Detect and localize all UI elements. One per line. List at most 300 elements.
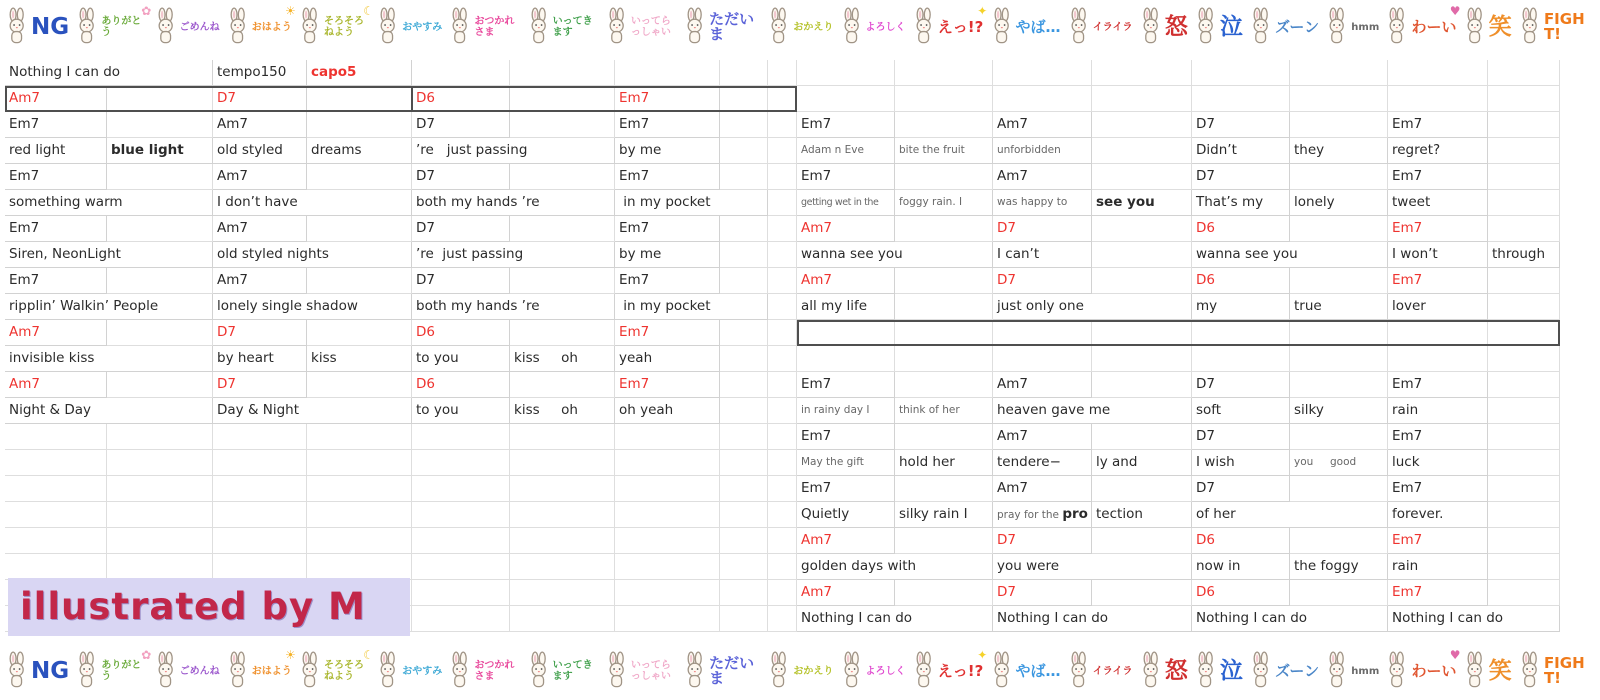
chord-cell[interactable]: Em7: [615, 86, 720, 112]
lyric-cell[interactable]: ’re just passing: [412, 138, 615, 164]
grid-cell[interactable]: [993, 346, 1092, 372]
grid-cell[interactable]: [768, 450, 797, 476]
grid-cell[interactable]: [510, 424, 615, 450]
lyric-cell[interactable]: kiss oh: [510, 346, 615, 372]
grid-cell[interactable]: [993, 60, 1092, 86]
chord-cell[interactable]: Am7: [797, 528, 895, 554]
grid-cell[interactable]: [895, 164, 993, 190]
grid-cell[interactable]: [1388, 60, 1488, 86]
chord-cell[interactable]: Em7: [1388, 112, 1488, 138]
grid-cell[interactable]: [5, 502, 107, 528]
grid-cell[interactable]: [107, 476, 213, 502]
grid-cell[interactable]: [768, 554, 797, 580]
grid-cell[interactable]: [307, 216, 412, 242]
grid-cell[interactable]: [412, 450, 510, 476]
grid-cell[interactable]: [615, 606, 720, 632]
chord-cell[interactable]: D7: [213, 86, 307, 112]
grid-cell[interactable]: [768, 606, 797, 632]
lyric-cell[interactable]: invisible kiss: [5, 346, 213, 372]
lyric-cell[interactable]: wanna see you: [797, 242, 993, 268]
lyric-cell[interactable]: tweet: [1388, 190, 1488, 216]
grid-cell[interactable]: [213, 450, 307, 476]
grid-cell[interactable]: [307, 554, 412, 580]
grid-cell[interactable]: [768, 190, 797, 216]
grid-cell[interactable]: [510, 580, 615, 606]
lyric-cell[interactable]: Nothing I can do: [1192, 606, 1388, 632]
lyric-cell[interactable]: through: [1488, 242, 1560, 268]
grid-cell[interactable]: [1488, 112, 1560, 138]
grid-cell[interactable]: [1488, 216, 1560, 242]
lyric-cell[interactable]: I can’t: [993, 242, 1092, 268]
grid-cell[interactable]: [307, 424, 412, 450]
grid-cell[interactable]: [1290, 424, 1388, 450]
grid-cell[interactable]: [412, 528, 510, 554]
grid-cell[interactable]: [1092, 476, 1192, 502]
lyric-cell[interactable]: tempo150: [213, 60, 307, 86]
grid-cell[interactable]: [797, 86, 895, 112]
grid-cell[interactable]: [895, 580, 993, 606]
grid-cell[interactable]: [307, 372, 412, 398]
grid-cell[interactable]: [1488, 294, 1560, 320]
lyric-cell[interactable]: May the gift: [797, 450, 895, 476]
grid-cell[interactable]: [1488, 450, 1560, 476]
lyric-cell[interactable]: wanna see you: [1192, 242, 1388, 268]
chord-cell[interactable]: Em7: [5, 112, 107, 138]
grid-cell[interactable]: [720, 606, 768, 632]
lyric-cell[interactable]: rain: [1388, 398, 1488, 424]
lyric-cell[interactable]: Nothing I can do: [797, 606, 993, 632]
grid-cell[interactable]: [720, 242, 768, 268]
grid-cell[interactable]: [615, 554, 720, 580]
grid-cell[interactable]: [412, 606, 510, 632]
grid-cell[interactable]: [107, 502, 213, 528]
lyric-cell[interactable]: Nothing I can do: [1388, 606, 1560, 632]
grid-cell[interactable]: [1488, 60, 1560, 86]
grid-cell[interactable]: [720, 216, 768, 242]
grid-cell[interactable]: [1192, 86, 1290, 112]
grid-cell[interactable]: [107, 528, 213, 554]
lyric-cell[interactable]: to you: [412, 346, 510, 372]
chord-cell[interactable]: Em7: [797, 112, 895, 138]
grid-cell[interactable]: [1092, 424, 1192, 450]
grid-cell[interactable]: [615, 528, 720, 554]
lyric-cell[interactable]: golden days with: [797, 554, 993, 580]
lyric-cell[interactable]: oh yeah: [615, 398, 720, 424]
grid-cell[interactable]: [213, 502, 307, 528]
chord-cell[interactable]: D7: [993, 528, 1092, 554]
grid-cell[interactable]: [1488, 502, 1560, 528]
chord-cell[interactable]: Am7: [797, 268, 895, 294]
grid-cell[interactable]: [895, 112, 993, 138]
grid-cell[interactable]: [412, 502, 510, 528]
grid-cell[interactable]: [1488, 580, 1560, 606]
lyric-cell[interactable]: was happy to: [993, 190, 1092, 216]
lyric-cell[interactable]: in rainy day I: [797, 398, 895, 424]
grid-cell[interactable]: [5, 476, 107, 502]
grid-cell[interactable]: [1290, 580, 1388, 606]
lyric-cell[interactable]: all my life: [797, 294, 895, 320]
chord-cell[interactable]: Em7: [1388, 164, 1488, 190]
chord-cell[interactable]: D6: [412, 372, 510, 398]
lyric-cell[interactable]: kiss: [307, 346, 412, 372]
grid-cell[interactable]: [1290, 60, 1388, 86]
chord-cell[interactable]: Am7: [5, 320, 107, 346]
grid-cell[interactable]: [5, 424, 107, 450]
grid-cell[interactable]: [307, 450, 412, 476]
lyric-cell[interactable]: by heart: [213, 346, 307, 372]
grid-cell[interactable]: [1488, 424, 1560, 450]
chord-cell[interactable]: Am7: [993, 112, 1092, 138]
grid-cell[interactable]: [412, 580, 510, 606]
lyric-cell[interactable]: I won’t: [1388, 242, 1488, 268]
lyric-cell[interactable]: by me: [615, 138, 720, 164]
grid-cell[interactable]: [720, 580, 768, 606]
grid-cell[interactable]: [510, 450, 615, 476]
lyric-cell[interactable]: tendere−: [993, 450, 1092, 476]
grid-cell[interactable]: [1488, 164, 1560, 190]
lyric-cell[interactable]: That’s my: [1192, 190, 1290, 216]
chord-cell[interactable]: D7: [993, 268, 1092, 294]
grid-cell[interactable]: [307, 164, 412, 190]
grid-cell[interactable]: [412, 60, 510, 86]
grid-cell[interactable]: [615, 424, 720, 450]
lyric-cell[interactable]: Nothing I can do: [993, 606, 1192, 632]
grid-cell[interactable]: [5, 450, 107, 476]
grid-cell[interactable]: [615, 502, 720, 528]
chord-cell[interactable]: Em7: [1388, 268, 1488, 294]
grid-cell[interactable]: [797, 346, 895, 372]
chord-cell[interactable]: Am7: [213, 112, 307, 138]
chord-cell[interactable]: Am7: [5, 372, 107, 398]
chord-cell[interactable]: Em7: [5, 268, 107, 294]
grid-cell[interactable]: [768, 476, 797, 502]
chord-cell[interactable]: D6: [1192, 216, 1290, 242]
lyric-cell[interactable]: think of her: [895, 398, 993, 424]
lyric-cell[interactable]: unforbidden: [993, 138, 1092, 164]
lyric-cell[interactable]: luck: [1388, 450, 1488, 476]
grid-cell[interactable]: [1388, 86, 1488, 112]
chord-cell[interactable]: Am7: [5, 86, 107, 112]
lyric-cell[interactable]: both my hands ’re: [412, 190, 615, 216]
grid-cell[interactable]: [1290, 372, 1388, 398]
chord-cell[interactable]: Em7: [5, 216, 107, 242]
chord-cell[interactable]: Em7: [615, 164, 720, 190]
chord-cell[interactable]: D6: [1192, 268, 1290, 294]
grid-cell[interactable]: [510, 372, 615, 398]
grid-cell[interactable]: [720, 502, 768, 528]
lyric-cell[interactable]: something warm: [5, 190, 213, 216]
lyric-cell[interactable]: both my hands ’re: [412, 294, 615, 320]
grid-cell[interactable]: [510, 268, 615, 294]
grid-cell[interactable]: [720, 424, 768, 450]
grid-cell[interactable]: [5, 554, 107, 580]
grid-cell[interactable]: [107, 164, 213, 190]
chord-cell[interactable]: D7: [1192, 424, 1290, 450]
chord-cell[interactable]: Em7: [615, 320, 720, 346]
lyric-cell[interactable]: true: [1290, 294, 1388, 320]
chord-cell[interactable]: Em7: [615, 372, 720, 398]
chord-cell[interactable]: D6: [412, 320, 510, 346]
chord-cell[interactable]: D7: [213, 372, 307, 398]
grid-cell[interactable]: [768, 398, 797, 424]
grid-cell[interactable]: [1488, 86, 1560, 112]
lyric-cell[interactable]: ’re just passing: [412, 242, 615, 268]
grid-cell[interactable]: [1488, 554, 1560, 580]
lyric-cell[interactable]: Siren, NeonLight: [5, 242, 213, 268]
grid-cell[interactable]: [1092, 346, 1192, 372]
lyric-cell[interactable]: lonely: [1290, 190, 1388, 216]
grid-cell[interactable]: [1092, 268, 1192, 294]
lyric-cell[interactable]: see you: [1092, 190, 1192, 216]
lyric-cell[interactable]: now in: [1192, 554, 1290, 580]
grid-cell[interactable]: [412, 554, 510, 580]
chord-cell[interactable]: D7: [993, 216, 1092, 242]
grid-cell[interactable]: [1488, 372, 1560, 398]
grid-cell[interactable]: [510, 216, 615, 242]
grid-cell[interactable]: [1488, 190, 1560, 216]
chord-cell[interactable]: Em7: [1388, 580, 1488, 606]
grid-cell[interactable]: [1488, 398, 1560, 424]
chord-cell[interactable]: Am7: [993, 476, 1092, 502]
chord-cell[interactable]: Em7: [797, 476, 895, 502]
grid-cell[interactable]: [307, 476, 412, 502]
grid-cell[interactable]: [1092, 164, 1192, 190]
chord-cell[interactable]: Em7: [797, 372, 895, 398]
chord-cell[interactable]: D7: [993, 580, 1092, 606]
lyric-cell[interactable]: regret?: [1388, 138, 1488, 164]
chord-cell[interactable]: Em7: [1388, 424, 1488, 450]
grid-cell[interactable]: [307, 528, 412, 554]
lyric-cell[interactable]: dreams: [307, 138, 412, 164]
grid-cell[interactable]: [510, 554, 615, 580]
lyric-cell[interactable]: I wish: [1192, 450, 1290, 476]
chord-cell[interactable]: D7: [1192, 164, 1290, 190]
lyric-cell[interactable]: ripplin’ Walkin’ People: [5, 294, 213, 320]
grid-cell[interactable]: [1092, 580, 1192, 606]
grid-cell[interactable]: [768, 320, 797, 346]
grid-cell[interactable]: [107, 450, 213, 476]
grid-cell[interactable]: [1290, 216, 1388, 242]
grid-cell[interactable]: [1290, 476, 1388, 502]
grid-cell[interactable]: [1290, 268, 1388, 294]
grid-cell[interactable]: [895, 268, 993, 294]
grid-cell[interactable]: [307, 502, 412, 528]
grid-cell[interactable]: [1092, 86, 1192, 112]
chord-cell[interactable]: Em7: [1388, 216, 1488, 242]
lyric-cell[interactable]: [993, 502, 1092, 528]
lyric-cell[interactable]: in my pocket: [615, 294, 768, 320]
lyric-cell[interactable]: rain: [1388, 554, 1488, 580]
grid-cell[interactable]: [1488, 138, 1560, 164]
lyric-cell[interactable]: they: [1290, 138, 1388, 164]
grid-cell[interactable]: [213, 554, 307, 580]
grid-cell[interactable]: [510, 528, 615, 554]
grid-cell[interactable]: [768, 580, 797, 606]
grid-cell[interactable]: [720, 138, 768, 164]
chord-cell[interactable]: Am7: [993, 424, 1092, 450]
grid-cell[interactable]: [768, 164, 797, 190]
lyric-cell[interactable]: yeah: [615, 346, 720, 372]
grid-cell[interactable]: [510, 320, 615, 346]
lyric-cell[interactable]: Nothing I can do: [5, 60, 213, 86]
lyric-cell[interactable]: Adam n Eve: [797, 138, 895, 164]
chord-cell[interactable]: D7: [412, 112, 510, 138]
chord-cell[interactable]: Am7: [797, 580, 895, 606]
grid-cell[interactable]: [510, 502, 615, 528]
grid-cell[interactable]: [768, 60, 797, 86]
grid-cell[interactable]: [895, 86, 993, 112]
grid-cell[interactable]: [1092, 138, 1192, 164]
grid-cell[interactable]: [412, 476, 510, 502]
lyric-cell[interactable]: by me: [615, 242, 720, 268]
grid-cell[interactable]: [768, 112, 797, 138]
grid-cell[interactable]: [1488, 476, 1560, 502]
grid-cell[interactable]: [1092, 112, 1192, 138]
lyric-cell[interactable]: just only one: [993, 294, 1192, 320]
grid-cell[interactable]: [720, 164, 768, 190]
lyric-cell[interactable]: silky rain I: [895, 502, 993, 528]
grid-cell[interactable]: [895, 528, 993, 554]
lyric-cell[interactable]: foggy rain. I: [895, 190, 993, 216]
grid-cell[interactable]: [720, 112, 768, 138]
lyric-cell[interactable]: to you: [412, 398, 510, 424]
grid-cell[interactable]: [1290, 346, 1388, 372]
grid-cell[interactable]: [895, 294, 993, 320]
grid-cell[interactable]: [5, 528, 107, 554]
chord-cell[interactable]: D6: [412, 86, 510, 112]
lyric-cell[interactable]: red light: [5, 138, 107, 164]
grid-cell[interactable]: [1192, 346, 1290, 372]
grid-cell[interactable]: [213, 424, 307, 450]
lyric-cell[interactable]: heaven gave me: [993, 398, 1192, 424]
chord-cell[interactable]: Em7: [615, 216, 720, 242]
chord-cell[interactable]: D7: [1192, 112, 1290, 138]
lyric-cell[interactable]: getting wet in the: [797, 190, 895, 216]
grid-cell[interactable]: [1092, 372, 1192, 398]
grid-cell[interactable]: [720, 346, 768, 372]
lyric-cell[interactable]: soft: [1192, 398, 1290, 424]
chord-cell[interactable]: D7: [412, 164, 510, 190]
grid-cell[interactable]: [720, 320, 768, 346]
chord-cell[interactable]: Em7: [5, 164, 107, 190]
grid-cell[interactable]: [720, 554, 768, 580]
grid-cell[interactable]: [1290, 112, 1388, 138]
grid-cell[interactable]: [768, 528, 797, 554]
grid-cell[interactable]: [797, 60, 895, 86]
grid-cell[interactable]: [1488, 346, 1560, 372]
lyric-cell[interactable]: ly and: [1092, 450, 1192, 476]
grid-cell[interactable]: [768, 138, 797, 164]
grid-cell[interactable]: [510, 112, 615, 138]
grid-cell[interactable]: [510, 164, 615, 190]
grid-cell[interactable]: [1092, 60, 1192, 86]
grid-cell[interactable]: [107, 320, 213, 346]
lyric-cell[interactable]: you were: [993, 554, 1192, 580]
grid-cell[interactable]: [720, 528, 768, 554]
grid-cell[interactable]: [615, 580, 720, 606]
grid-cell[interactable]: [107, 112, 213, 138]
grid-cell[interactable]: [1092, 216, 1192, 242]
chord-cell[interactable]: Em7: [1388, 372, 1488, 398]
chord-cell[interactable]: D6: [1192, 580, 1290, 606]
chord-cell[interactable]: Am7: [993, 164, 1092, 190]
chord-cell[interactable]: D7: [1192, 372, 1290, 398]
grid-cell[interactable]: [768, 424, 797, 450]
grid-cell[interactable]: [107, 554, 213, 580]
chord-cell[interactable]: Am7: [993, 372, 1092, 398]
grid-cell[interactable]: [895, 372, 993, 398]
chord-cell[interactable]: D7: [412, 268, 510, 294]
grid-cell[interactable]: [107, 372, 213, 398]
grid-cell[interactable]: [1192, 60, 1290, 86]
chord-cell[interactable]: D7: [412, 216, 510, 242]
lyric-cell[interactable]: Day & Night: [213, 398, 412, 424]
grid-cell[interactable]: [615, 476, 720, 502]
lyric-cell[interactable]: hold her: [895, 450, 993, 476]
grid-cell[interactable]: [107, 268, 213, 294]
chord-cell[interactable]: D7: [213, 320, 307, 346]
lyric-cell[interactable]: silky: [1290, 398, 1388, 424]
grid-cell[interactable]: [412, 424, 510, 450]
lyric-cell[interactable]: lonely single shadow: [213, 294, 412, 320]
grid-cell[interactable]: [993, 86, 1092, 112]
grid-cell[interactable]: [768, 242, 797, 268]
chord-cell[interactable]: Am7: [213, 164, 307, 190]
lyric-cell[interactable]: the foggy: [1290, 554, 1388, 580]
chord-cell[interactable]: Am7: [797, 216, 895, 242]
lyric-cell[interactable]: old styled: [213, 138, 307, 164]
grid-cell[interactable]: [307, 268, 412, 294]
chord-cell[interactable]: Em7: [797, 164, 895, 190]
grid-cell[interactable]: [768, 268, 797, 294]
lyric-cell[interactable]: my: [1192, 294, 1290, 320]
grid-cell[interactable]: [895, 476, 993, 502]
grid-cell[interactable]: [510, 606, 615, 632]
grid-cell[interactable]: [213, 476, 307, 502]
grid-cell[interactable]: [615, 60, 720, 86]
grid-cell[interactable]: [720, 398, 768, 424]
lyric-cell[interactable]: you good: [1290, 450, 1388, 476]
grid-cell[interactable]: [895, 346, 993, 372]
grid-cell[interactable]: [768, 216, 797, 242]
grid-cell[interactable]: [1290, 164, 1388, 190]
lyric-cell[interactable]: Night & Day: [5, 398, 213, 424]
lyric-cell[interactable]: kiss oh: [510, 398, 615, 424]
grid-cell[interactable]: [107, 216, 213, 242]
grid-cell[interactable]: [720, 372, 768, 398]
grid-cell[interactable]: [720, 450, 768, 476]
chord-cell[interactable]: Em7: [1388, 528, 1488, 554]
lyric-cell[interactable]: forever.: [1388, 502, 1488, 528]
grid-cell[interactable]: [510, 476, 615, 502]
chord-cell[interactable]: Em7: [1388, 476, 1488, 502]
grid-cell[interactable]: [1290, 86, 1388, 112]
lyric-cell[interactable]: blue light: [107, 138, 213, 164]
grid-cell[interactable]: [1488, 268, 1560, 294]
chord-cell[interactable]: Am7: [213, 268, 307, 294]
lyric-cell[interactable]: tection: [1092, 502, 1192, 528]
grid-cell[interactable]: [107, 424, 213, 450]
chord-cell[interactable]: Em7: [615, 268, 720, 294]
chord-cell[interactable]: Em7: [615, 112, 720, 138]
grid-cell[interactable]: [768, 346, 797, 372]
grid-cell[interactable]: [768, 502, 797, 528]
chord-cell[interactable]: Em7: [797, 424, 895, 450]
lyric-cell[interactable]: Quietly: [797, 502, 895, 528]
grid-cell[interactable]: [1488, 528, 1560, 554]
grid-cell[interactable]: [615, 450, 720, 476]
grid-cell[interactable]: [720, 268, 768, 294]
